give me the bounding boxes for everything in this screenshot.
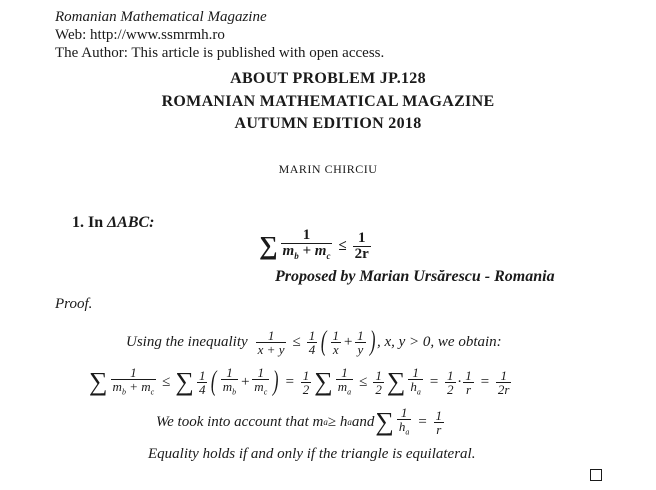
equality-statement: Equality holds if and only if the triangle is equilateral.: [148, 446, 476, 462]
proof-took-into-account: We took into account that m a ≥ h a and ∑ $\frac{1}{h_a}$ = $\frac{1}{r}$: [156, 405, 442, 437]
proof-label: Proof.: [55, 296, 93, 312]
journal-web: Web: http://www.ssmrmh.ro: [55, 27, 225, 43]
author-name: MARIN CHIRCIU: [278, 162, 378, 176]
proposed-by: Proposed by Marian Ursărescu - Romania: [275, 268, 555, 285]
problem-rhs-fraction: $\frac{1}{2r}$: [354, 229, 369, 262]
proof-line-inequality: Using the inequality $\frac{1}{x + y}$ ≤ $\frac{1}{4}$ ( $\frac{1}{x}$ + $\frac{1}{y}$ ) , x, y > 0, we obtain:: [126, 326, 502, 357]
title-line-2: ROMANIAN MATHEMATICAL MAGAZINE: [161, 93, 495, 110]
qed-icon: [590, 469, 602, 481]
problem-inequality: ∑ $\frac{1}{m_b + m_c}$ ≤ $\frac{1}{2r}$: [258, 228, 373, 264]
proof-chain: ∑ $\frac{1}{m_b + m_c}$ ≤ ∑ $\frac{1}{4}$ ( $\frac{1}{m_b}$ + $\frac{1}{m_c}$ ) = $\frac{1}{2}$ ∑ $\frac{1}{m_a}$ ≤ $\frac{1}{2}$ ∑ $\frac{1}{h_a}$ = $\frac{1}{2}$ · $\frac{1}{r}$ = $\frac{1}{2r}$: [89, 365, 510, 398]
section-label: 1. In: [72, 214, 108, 231]
title-line-3: AUTUMN EDITION 2018: [234, 115, 422, 132]
section-triangle: ΔABC:: [107, 214, 155, 231]
title-line-1: ABOUT PROBLEM JP.128: [230, 70, 426, 87]
problem-lhs-fraction: $\frac{1}{m_b + m_c}$: [282, 227, 331, 261]
journal-name: Romanian Mathematical Magazine: [55, 9, 267, 25]
section-heading: [72, 214, 155, 232]
sum-symbol: ∑: [259, 231, 278, 260]
open-access-note: The Author: This article is published with open access.: [55, 45, 385, 61]
